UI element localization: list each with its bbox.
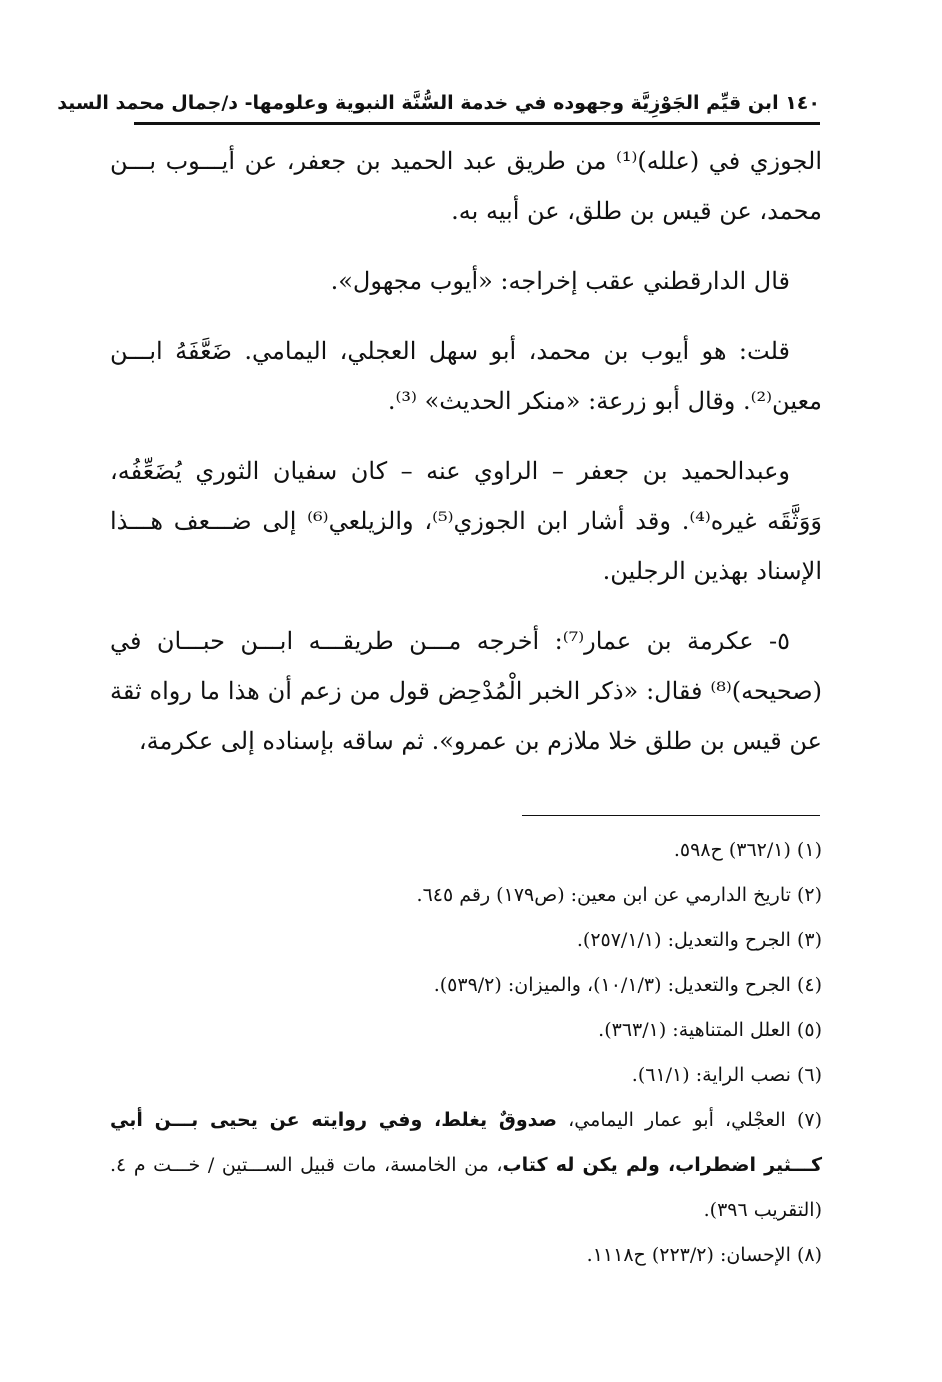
footnote-7-bold: صدوقٌ يغلط، وفي روايته عن يحيى بـــن أبي كـــثير اضطراب، ولم يكن له كتاب bbox=[110, 1109, 823, 1176]
footnote-7-text-b: ، من الخامسة، مات قبيل الســـتين / خـــت م ٤. (التقريب ٣٩٦). bbox=[110, 1154, 822, 1221]
main-text bbox=[110, 136, 822, 766]
footnote-7-number: (٧) bbox=[796, 1109, 822, 1131]
paragraph-2: قال الدارقطني عقب إخراجه: «أيوب مجهول». bbox=[330, 267, 790, 295]
footnote-2: (٢) تاريخ الدارمي عن ابن معين: (ص١٧٩) رقم ٦٤٥. bbox=[416, 884, 822, 906]
header-rule bbox=[134, 122, 820, 125]
paragraph-4: وعبدالحميد بن جعفر – الراوي عنه – كان سفيان الثوري يُضَعِّفُه، وَوَثَّقَه غيره⁽⁴⁾. وقد أشار ابن الجوزي⁽⁵⁾، والزيلعي⁽⁶⁾ إلى ضـــعف هـــذا الإسناد بهذين الرجلين. bbox=[110, 457, 822, 585]
footnote-7 bbox=[110, 1098, 822, 1233]
running-header: ١٤٠ ابن قيِّم الجَوْزِيَّة وجهوده في خدمة السُّنَّة النبوية وعلومها- د/جمال محمد السيد bbox=[57, 92, 820, 114]
footnote-6: (٦) نصب الراية: (٦١/١). bbox=[631, 1064, 822, 1086]
footnote-1: (١) (٣٦٢/١) ح٥٩٨. bbox=[673, 839, 822, 861]
footnote-separator bbox=[522, 815, 820, 816]
footnotes bbox=[110, 828, 822, 1278]
footnote-7-text-a: العجْلي، أبو عمار اليمامي، bbox=[557, 1109, 786, 1131]
footnote-5: (٥) العلل المتناهية: (٣٦٣/١). bbox=[598, 1019, 822, 1041]
paragraph-1: الجوزي في (علله)⁽¹⁾ من طريق عبد الحميد بن جعفر، عن أيـــوب بـــن محمد، عن قيس بن طلق، عن أبيه به. bbox=[110, 147, 822, 225]
footnote-8: (٨) الإحسان: (٢٢٣/٢) ح١١١٨. bbox=[586, 1244, 822, 1266]
paragraph-3: قلت: هو أيوب بن محمد، أبو سهل العجلي، اليمامي. ضَعَّفَهُ ابـــن معين⁽²⁾. وقال أبو زرعة: «منكر الحديث» ⁽³⁾. bbox=[110, 337, 822, 415]
footnote-3: (٣) الجرح والتعديل: (٢٥٧/١/١). bbox=[576, 929, 822, 951]
footnote-4: (٤) الجرح والتعديل: (١٠/١/٣)، والميزان: (٥٣٩/٢). bbox=[433, 974, 822, 996]
paragraph-5: ٥- عكرمة بن عمار⁽⁷⁾: أخرجه مـــن طريقـــه ابـــن حبـــان في (صحيحه)⁽⁸⁾ فقال: «ذكر الخبر الْمُدْحِض قول من زعم أن هذا ما رواه ثقة عن قيس بن طلق خلا ملازم بن عمرو». ثم ساقه بإسناده إلى عكرمة، bbox=[110, 627, 822, 755]
